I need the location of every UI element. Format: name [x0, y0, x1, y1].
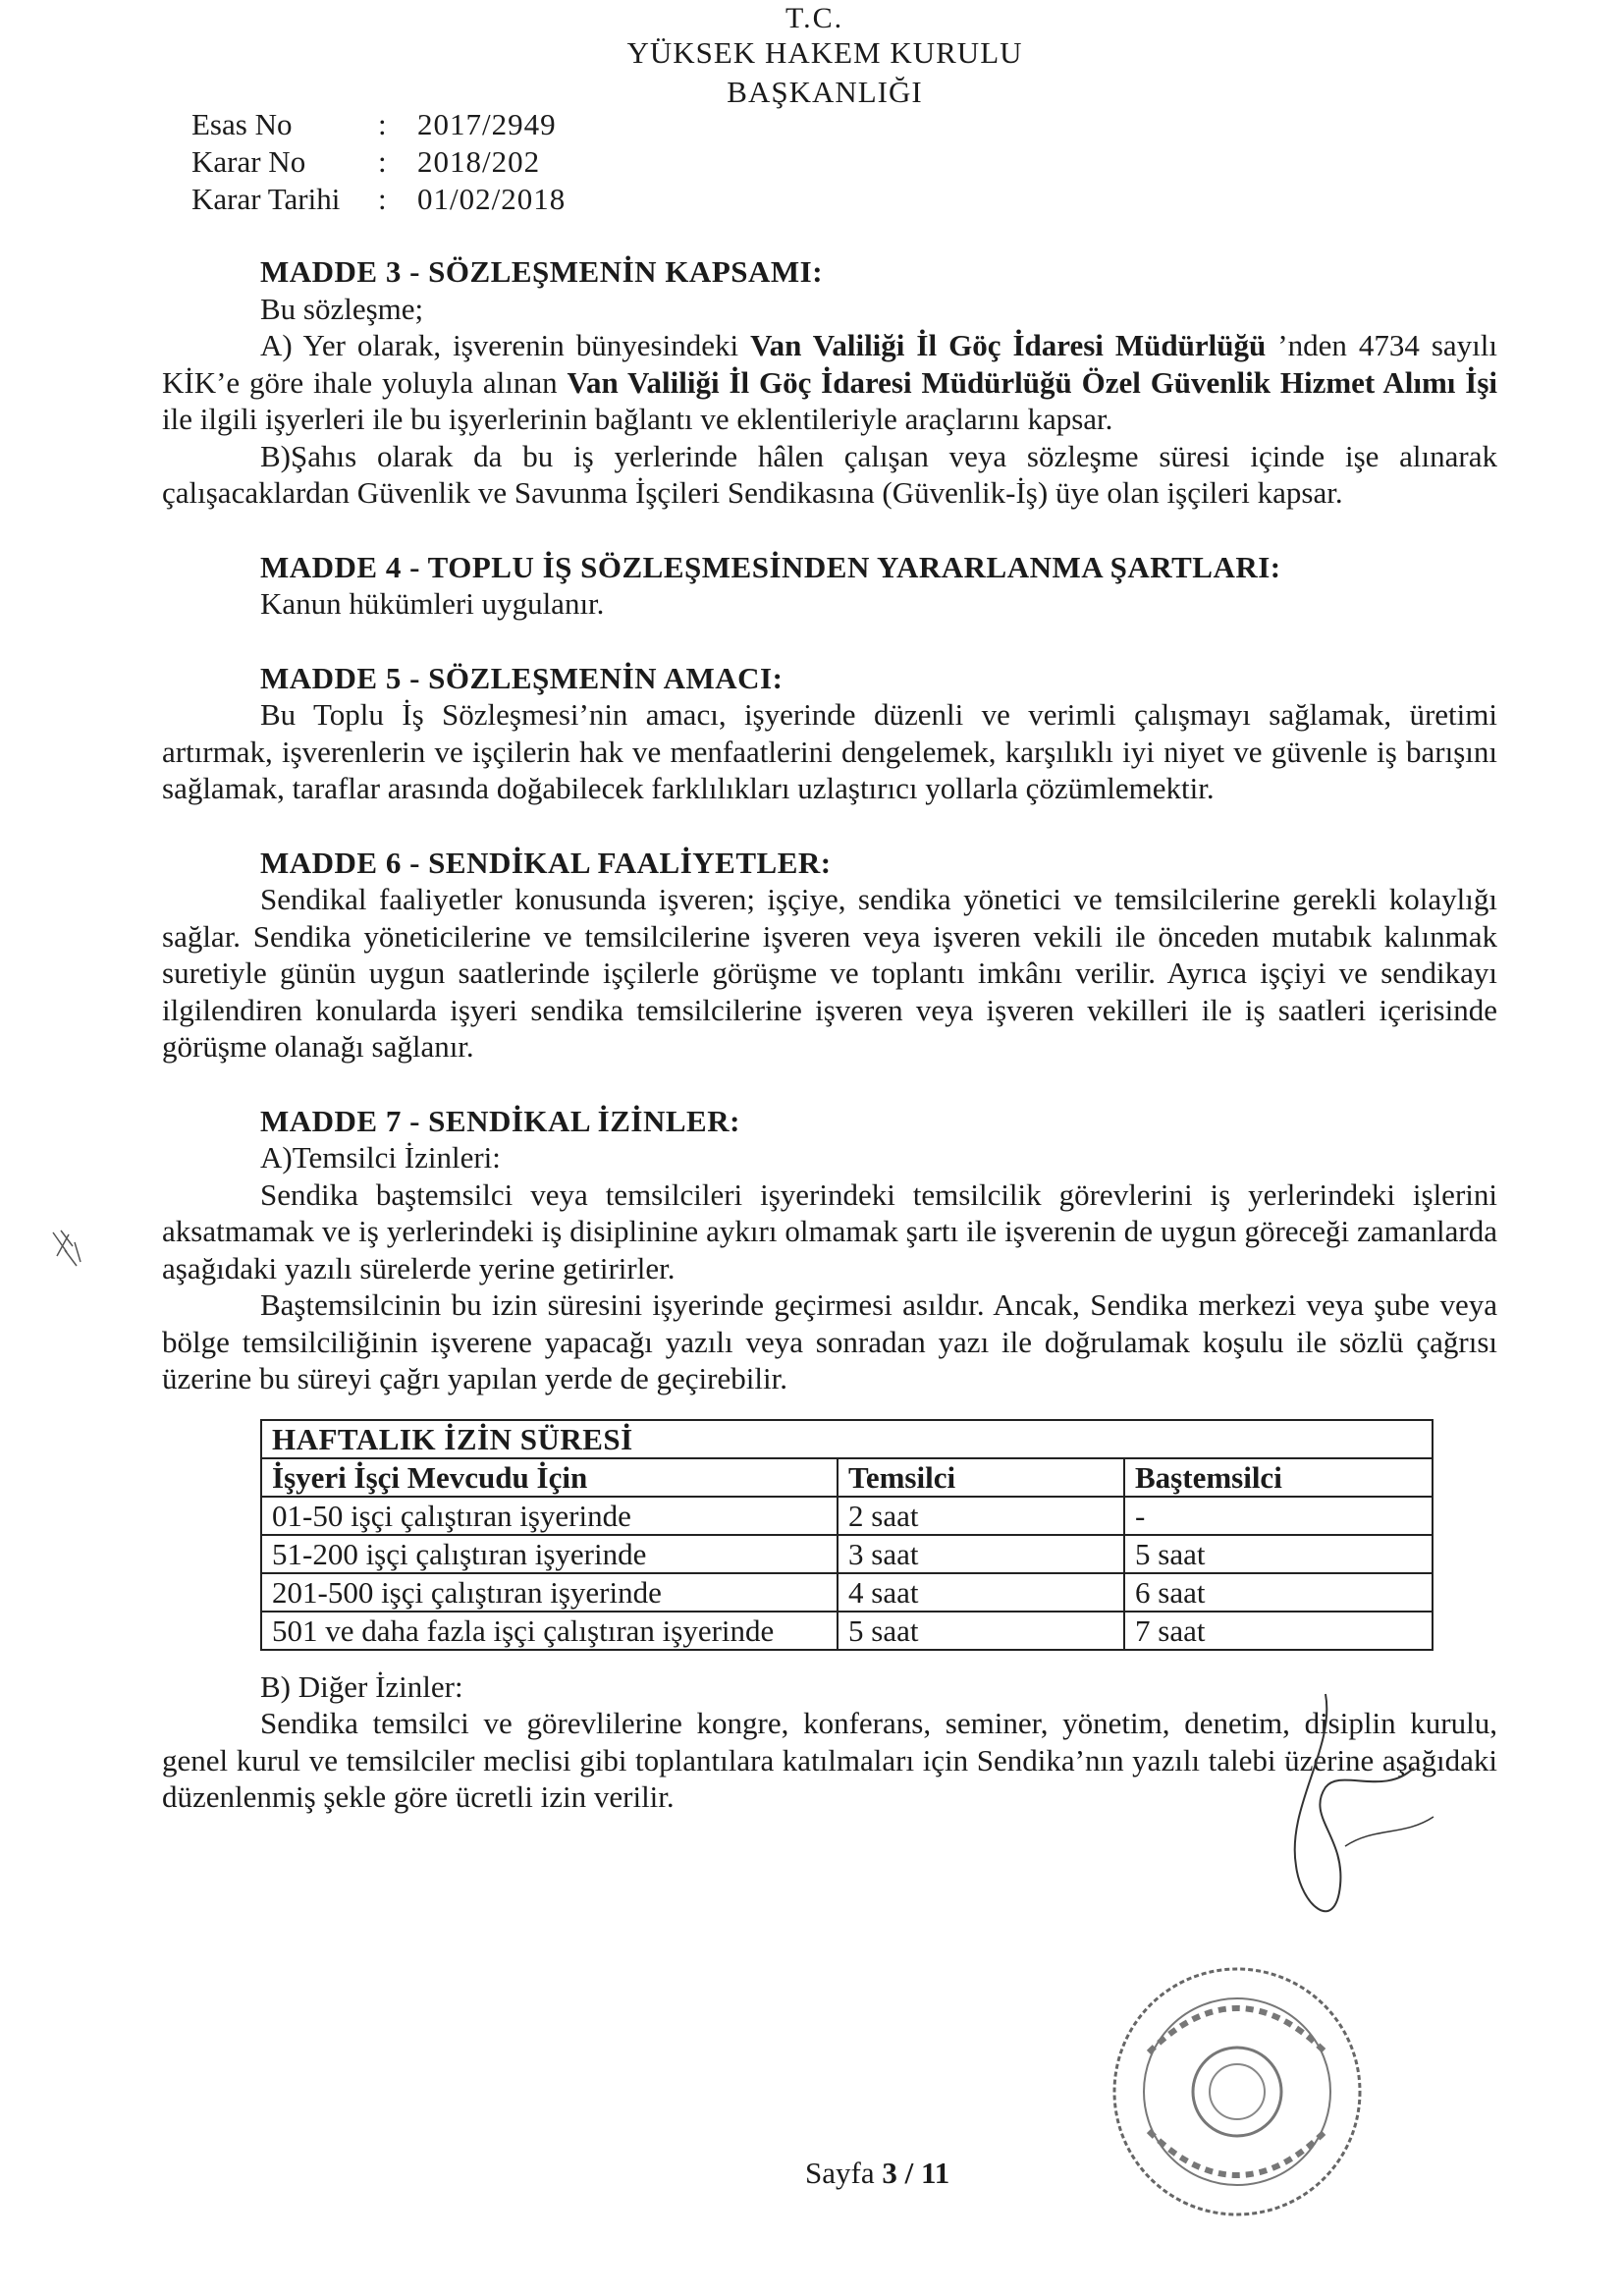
table-cell: 7 saat	[1124, 1612, 1433, 1650]
meta-value: 01/02/2018	[417, 182, 567, 216]
madde4-heading: MADDE 4 - TOPLU İŞ SÖZLEŞMESİNDEN YARARLANMA ŞARTLARI:	[260, 549, 1281, 584]
table-cell: 5 saat	[1124, 1535, 1433, 1573]
institution-header	[550, 33, 1100, 112]
table-cell: 501 ve daha fazla işçi çalıştıran işyerinde	[261, 1612, 838, 1650]
meta-colon: :	[378, 144, 387, 179]
table-cell: 51-200 işçi çalıştıran işyerinde	[261, 1535, 838, 1573]
table-cell: 6 saat	[1124, 1573, 1433, 1612]
madde5-heading: MADDE 5 - SÖZLEŞMENİN AMACI:	[260, 660, 784, 695]
madde3-intro: Bu sözleşme;	[260, 291, 424, 326]
clause-a-bold1: Van Valiliği İl Göç İdaresi Müdürlüğü	[750, 328, 1267, 362]
meta-label: Karar No	[191, 144, 306, 179]
madde3-heading: MADDE 3 - SÖZLEŞMENİN KAPSAMI:	[260, 254, 824, 289]
official-seal-icon	[1090, 1944, 1384, 2239]
table-cell: 4 saat	[838, 1573, 1124, 1612]
column-header: İşyeri İşçi Mevcudu İçin	[261, 1458, 838, 1497]
case-metadata	[191, 106, 566, 218]
table-row	[261, 1573, 1433, 1612]
meta-row-esas	[191, 106, 566, 143]
madde6-text: Sendikal faaliyetler konusunda işveren; işçiye, sendika yönetici ve temsilcilerine gerekli kolaylığı sağlar. Sendika yöneticilerine ve temsilcilerine işveren veya işveren vekili ile önceden mutabık kalınmak suretiyle günün uygun saatlerinde işçilerle görüşme ve toplantı imkânı verilir. Ayrıca işçiyi ve sendikayı ilgilendiren konularda işyeri sendika temsilcilerine işveren veya işveren vekilleri ile iş saatleri içerisinde görüşme olanağı sağlanır.	[162, 882, 1497, 1064]
page-number	[805, 2156, 949, 2191]
page-number-prefix: Sayfa	[805, 2156, 883, 2190]
table-cell: 5 saat	[838, 1612, 1124, 1650]
meta-value: 2017/2949	[417, 107, 557, 141]
madde7-heading: MADDE 7 - SENDİKAL İZİNLER:	[260, 1103, 740, 1138]
meta-row-karar	[191, 143, 566, 181]
document-body	[162, 253, 1497, 1816]
madde4-text: Kanun hükümleri uygulanır.	[260, 586, 605, 621]
madde3-clause-b: B)Şahıs olarak da bu iş yerlerinde hâlen çalışan veya sözleşme süresi içinde işe alınarak çalışacaklardan Güvenlik ve Savunma İşçileri Sendikasına (Güvenlik-İş) üye olan işçileri kapsar.	[162, 438, 1497, 510]
madde7-sub-b: B) Diğer İzinler:	[260, 1668, 463, 1704]
clause-a-mid: ’nden 4734 sayılı KİK’e göre ihale yoluyla alınan	[162, 328, 1497, 400]
meta-value: 2018/202	[417, 144, 541, 179]
institution-name: YÜKSEK HAKEM KURULU	[626, 35, 1023, 70]
table-title-row	[261, 1420, 1433, 1458]
madde7-paragraph-1: Sendika baştemsilci veya temsilcileri işyerindeki temsilcilik görevlerini iş yerlerindeki işlerini aksatmamak ve iş yerlerindeki iş disiplinine aykırı olmamak şartı ile işverenin de uygun göreceği zamanlarda aşağıdaki yazılı sürelerde yerine getirirler.	[162, 1176, 1497, 1285]
meta-label: Esas No	[191, 107, 293, 141]
meta-label: Karar Tarihi	[191, 182, 341, 216]
table-row	[261, 1535, 1433, 1573]
column-header: Temsilci	[838, 1458, 1124, 1497]
madde7-paragraph-2: Baştemsilcinin bu izin süresini işyerinde geçirmesi asıldır. Ancak, Sendika merkezi veya şube veya bölge temsilciliğinin işverene yapacağı yazılı veya sonradan yazı ile doğrulamak koşulu ile sözlü çağrısı üzerine bu süreyi çağrı yapılan yerde de geçirebilir.	[162, 1287, 1497, 1395]
clause-a-bold2: Van Valiliği İl Göç İdaresi Müdürlüğü Özel Güvenlik Hizmet Alımı İşi	[567, 364, 1497, 400]
meta-colon: :	[378, 182, 387, 216]
meta-row-tarih	[191, 181, 566, 218]
madde6-heading: MADDE 6 - SENDİKAL FAALİYETLER:	[260, 845, 832, 880]
clause-a-prefix: A) Yer olarak, işverenin bünyesindeki	[260, 328, 751, 362]
header-fragment: T.C.	[785, 2, 844, 34]
table-cell: 01-50 işçi çalıştıran işyerinde	[261, 1497, 838, 1535]
table-row	[261, 1497, 1433, 1535]
madde5-text: Bu Toplu İş Sözleşmesi’nin amacı, işyerinde düzenli ve verimli çalışmayı sağlamak, üretimi artırmak, işverenlerin ve işçilerin hak ve menfaatlerini dengelemek, karşılıklı iyi niyet ve güvenle iş barışını sağlamak, taraflar arasında doğabilecek farklılıkları uzlaştırıcı yollarla çözümlemektir.	[162, 697, 1497, 805]
table-cell: 201-500 işçi çalıştıran işyerinde	[261, 1573, 838, 1612]
column-header: Baştemsilci	[1124, 1458, 1433, 1497]
margin-scribble-icon	[47, 1223, 86, 1272]
institution-department: BAŞKANLIĞI	[727, 75, 923, 109]
table-title: HAFTALIK İZİN SÜRESİ	[261, 1420, 1433, 1458]
table-cell: 2 saat	[838, 1497, 1124, 1535]
madde7-paragraph-3: Sendika temsilci ve görevlilerine kongre, konferans, seminer, yönetim, denetim, disiplin kurulu, genel kurul ve temsilciler meclisi gibi toplantılara katılmaları için Sendika’nın yazılı talebi üzerine aşağıdaki düzenlenmiş şekle göre ücretli izin verilir.	[162, 1706, 1497, 1814]
meta-colon: :	[378, 107, 387, 141]
clause-a-suffix: ile ilgili işyerleri ile bu işyerlerinin bağlantı ve eklentileriyle araçlarını kapsar.	[162, 402, 1113, 436]
madde3-clause-a	[162, 327, 1497, 438]
madde7-sub-a: A)Temsilci İzinleri:	[260, 1140, 501, 1175]
table-header-row	[261, 1458, 1433, 1497]
table-row	[261, 1612, 1433, 1650]
table-cell: -	[1124, 1497, 1433, 1535]
page-number-value: 3 / 11	[882, 2156, 950, 2190]
weekly-leave-table	[260, 1419, 1434, 1651]
signature-icon	[1267, 1689, 1443, 1944]
table-cell: 3 saat	[838, 1535, 1124, 1573]
